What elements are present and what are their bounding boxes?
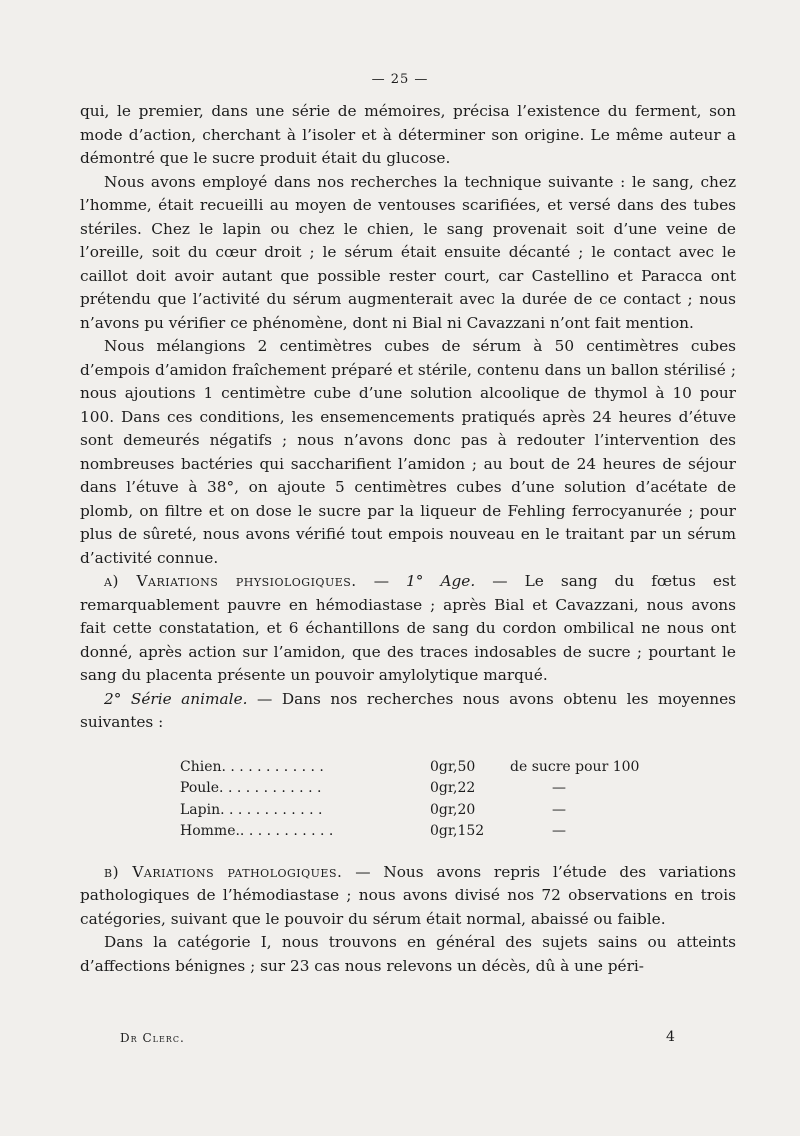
species-cell: Homme.. . . . . . . . . . . [180,823,334,839]
unit-cell: de sucre pour 100 [510,758,640,775]
page-number: — 25 — [371,72,429,87]
subsection-age-heading: 1° Age. [406,572,476,590]
table-row [180,757,650,779]
paragraph-7: Dans la catégorie I, nous trouvons en général des sujets sains ou atteints d’affections bénignes ; sur 23 cas nous relevons un décès, dû à une péri- [80,933,736,975]
paragraph-1: qui, le premier, dans une série de mémoires, précisa l’existence du ferment, son mode d’action, cherchant à l’isoler et à déterminer son origine. Le même auteur a démontré que le sucre produit était du glucose. [80,102,736,167]
species-cell: Chien. . . . . . . . . . . . [180,758,324,775]
paragraph-4: a) Variations physiologiques. — 1° Age. — Le sang du fœtus est remarquablement pauvre en hémodiastase ; après Bial et Cavazzani, nous avons fait cette constatation, et 6 échantillons de sang du cordon ombilical ne nous ont donné, après action sur l’amidon, que des traces indosables de sucre ; pourtant le sang du placenta présente un pouvoir amylolytique marqué. [80,572,736,684]
table-row [180,800,650,822]
section-a-heading: a) Variations physiologiques. [104,572,357,590]
value-cell: 0gr,22 [430,780,476,796]
averages-table [180,757,650,843]
table-row [180,778,650,800]
species-cell: Lapin. . . . . . . . . . . . [180,801,323,818]
section-b-heading: b) Variations pathologiques. [104,862,343,881]
table-row [180,821,650,843]
paragraph-6: b) Variations pathologiques. — Nous avons repris l’étude des variations pathologiques de l’hémodiastase ; nous avons divisé nos 72 observations en trois catégories, suivant que le pouvoir du sérum était normal, abaissé ou faible. [80,862,736,928]
value-cell: 0gr,152 [430,823,485,839]
section-a-text: Le sang du fœtus est remarquablement pauvre en hémodiastase ; après Bial et Cavazzani, nous avons fait cette constatation, et 6 échantillons de sang du cordon ombilical ne nous ont donné, après action sur l’amidon, que des traces indosables de sucre ; pourtant le sang du placenta présente un pouvoir amylolytique marqué. [80,572,736,684]
value-cell: 0gr,20 [430,801,476,818]
species-cell: Poule. . . . . . . . . . . . [180,780,322,796]
subsection-serie-text: Dans nos recherches nous avons obtenu les moyennes suivantes : [80,689,736,731]
signature-mark: 4 [666,1029,675,1045]
paragraph-3: Nous mélangions 2 centimètres cubes de sérum à 50 centimètres cubes d’empois d’amidon fraîchement préparé et stérile, contenu dans un ballon stérilisé ; nous ajoutions 1 centimètre cube d’une solution alcoolique de thymol à 10 pour 100. Dans ces conditions, les ensemencements pratiqués après 24 heures d’étuve sont demeurés négatifs ; nous n’avons donc pas à redouter l’intervention des nombreuses bactéries qui saccharifient l’amidon ; au bout de 24 heures de séjour dans l’étuve à 38°, on ajoute 5 centimètres cubes d’une solution d’acétate de plomb, on filtre et on dose le sucre par la liqueur de Fehling ferrocyanurée ; pour plus de sûreté, nous avons vérifié tout empois nouveau en le traitant par un sérum d’activité connue. [80,337,736,567]
unit-cell: — [552,823,566,839]
footer-author: Dr Clerc. [120,1031,185,1045]
subsection-serie-heading: 2° Série animale. [104,689,248,708]
paragraph-5: 2° Série animale. — Dans nos recherches nous avons obtenu les moyennes suivantes : [80,689,736,731]
body-text [80,100,736,978]
unit-cell: — [552,801,566,818]
paragraph-2: Nous avons employé dans nos recherches la technique suivante : le sang, chez l’homme, était recueilli au moyen de ventouses scarifiées, et versé dans des tubes stériles. Chez le lapin ou chez le chien, le sang provenait soit d’une veine de l’oreille, soit du cœur droit ; le sérum était ensuite décanté ; le contact avec le caillot doit avoir autant que possible rester court, car Castellino et Paracca ont prétendu que l’activité du sérum augmenterait avec la durée de ce contact ; nous n’avons pu vérifier ce phénomène, dont ni Bial ni Cavazzani n’ont fait mention. [80,172,736,332]
value-cell: 0gr,50 [430,758,476,775]
section-b-text: Nous avons repris l’étude des variations pathologiques de l’hémodiastase ; nous avons divisé nos 72 observations en trois catégories, suivant que le pouvoir du sérum était normal, abaissé ou faible. [80,862,736,928]
unit-cell: — [552,780,566,796]
